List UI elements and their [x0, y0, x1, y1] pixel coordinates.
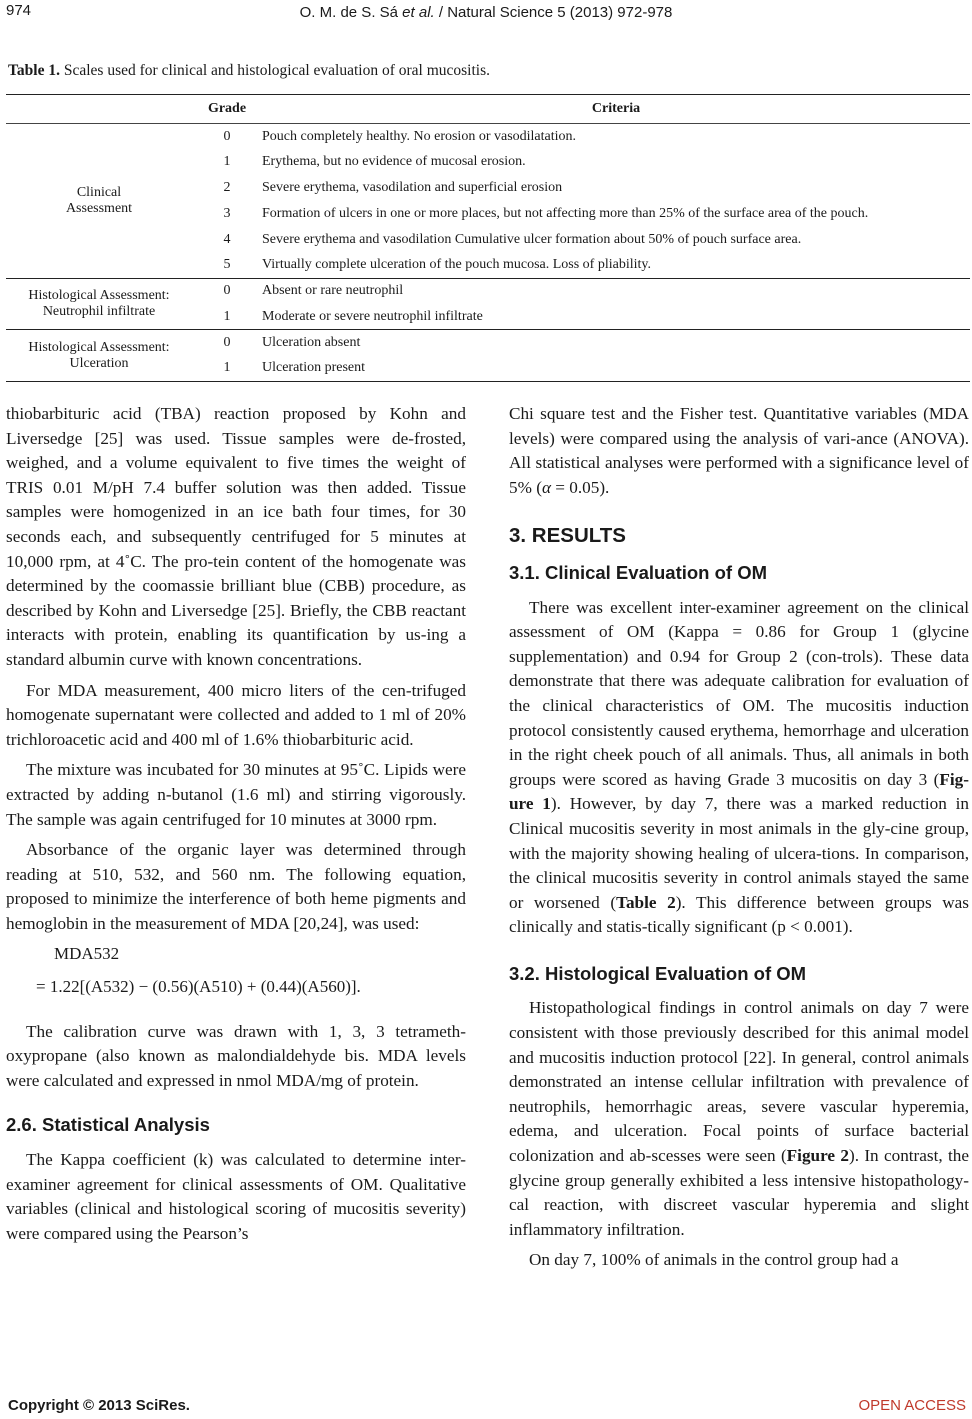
left-column	[6, 402, 466, 1246]
paragraph: The calibration curve was drawn with 1, 3, 3 tetrameth-oxypropane (also known as malondialdehyde bis. MDA levels were calculated and expressed in nmol MDA/mg of protein.	[6, 1021, 466, 1090]
paragraph: Histopathological findings in control animals on day 7 were consistent with those previously described for this animal model and mucositis induction protocol [22]. In general, control animals demonstrated an intense cellular infiltration with prevalence of neutrophils, hemorrhagic areas, severe vascular hyperemia, edema, and ulceration. Focal points of surface bacterial colonization and ab-scesses were seen (Figure 2). In contrast, the glycine group generally exhibited a less intensive histopathology-cal reaction, with discreet vascular hyperemia and slight inflammatory infiltration.	[509, 998, 969, 1239]
grade-cell: 0	[223, 335, 231, 351]
group-label-clinical: Clinical Assessment	[6, 124, 192, 279]
page-number: 974	[6, 2, 32, 19]
paragraph: On day 7, 100% of animals in the control group had a	[529, 1250, 899, 1270]
criteria-cell: Severe erythema, vasodilation and superficial erosion	[262, 179, 563, 195]
grade-cell: 1	[192, 304, 262, 330]
table-caption-label: Table 1.	[8, 62, 60, 79]
paragraph: The mixture was incubated for 30 minutes at 95˚C. Lipids were extracted by adding n-butanol (1.6 ml) and stirring vigorously. The sample was again centrifuged for 10 minutes at 3000 rpm.	[6, 760, 466, 829]
criteria-cell: Absent or rare neutrophil	[262, 283, 404, 299]
section-heading-histological: 3.2. Histological Evaluation of OM	[509, 962, 807, 984]
table-caption	[8, 62, 490, 80]
section-heading-results: 3. RESULTS	[509, 524, 626, 548]
table-2-link[interactable]: Table 2	[616, 892, 676, 912]
section-heading-clinical: 3.1. Clinical Evaluation of OM	[509, 561, 768, 583]
paragraph: thiobarbituric acid (TBA) reaction proposed by Kohn and Liversedge [25] was used. Tissue samples were de-frosted, weighed, and a volume equivalent to five times the weight of TRIS 0.01 M/pH 7.4 buffer solution was then added. Tissue samples were homogenized in an ice bath four times, for 30 seconds each, and subsequently centrifuged for 5 minutes at 10,000 rpm, at 4˚C. The pro-tein content of the homogenate was determined by the coomassie brilliant blue (CBB) procedure, as described by Kohn and Liversedge [25]. Briefly, the CBB reactant interacts with protein, enabling its quantification by us-ing a standard albumin curve with known concentrations.	[6, 404, 466, 669]
group-label-neutrophil: Histological Assessment: Neutrophil infiltrate	[6, 278, 192, 330]
grade-cell: 0	[192, 124, 262, 150]
header-criteria: Criteria	[262, 95, 970, 124]
criteria-cell: Ulceration present	[262, 356, 970, 382]
header-grade: Grade	[192, 95, 262, 124]
paragraph: Chi square test and the Fisher test. Quantitative variables (MDA levels) were compared using the analysis of vari-ance (ANOVA). All statistical analyses were performed with a significance level of 5% (α = 0.05).	[509, 404, 969, 497]
paragraph: There was excellent inter-examiner agreement on the clinical assessment of OM (Kappa = 0.86 for Group 1 (glycine supplementation) and 0.94 for Group 2 (con-trols). These data demonstrate that there was adequate calibration for evaluation of the clinical characteristics of OM. The mucositis induction protocol consistently caused erythema, hemorrhage and ulceration in the right cheek pouch of all animals. Thus, all animals in both groups were scored as having Grade 3 mucositis on day 3 (Fig-ure 1). However, by day 7, there was a marked reduction in Clinical mucositis severity in most animals in the gly-cine group, with the majority showing healing of ulcera-tions. In comparison, the clinical mucositis severity in control animals stayed the same or worsened (Table 2). This difference between groups was clinically and statis-tically significant (p < 0.001).	[509, 597, 969, 937]
running-head-etal: et al.	[402, 4, 435, 21]
section-heading-statistics: 2.6. Statistical Analysis	[6, 1114, 210, 1136]
group-label-ulceration: Histological Assessment: Ulceration	[6, 330, 192, 382]
grade-cell: 4	[223, 231, 231, 247]
grade-cell: 3	[223, 205, 231, 221]
criteria-cell: Ulceration absent	[262, 335, 361, 351]
criteria-cell: Severe erythema and vasodilation Cumulative ulcer formation about 50% of pouch surface area.	[262, 231, 802, 247]
criteria-cell: Virtually complete ulceration of the pouch mucosa. Loss of pliability.	[262, 252, 970, 278]
running-head-authors: O. M. de S. Sá	[299, 4, 403, 21]
grade-cell: 2	[223, 179, 231, 195]
table-header-row	[6, 95, 970, 124]
running-head-journal: / Natural Science 5 (2013) 972-978	[434, 4, 673, 21]
criteria-cell: Formation of ulcers in one or more places, but not affecting more than 25% of the surface area of the pouch.	[262, 205, 869, 221]
figure-1-link[interactable]: Fig-ure 1	[509, 769, 969, 814]
footer-copyright: Copyright © 2013 SciRes.	[8, 1397, 190, 1414]
criteria-cell: Moderate or severe neutrophil infiltrate	[262, 304, 970, 330]
criteria-cell: Erythema, but no evidence of mucosal erosion.	[262, 154, 526, 170]
grade-cell: 0	[223, 283, 231, 299]
footer-open-access[interactable]: OPEN ACCESS	[858, 1397, 966, 1414]
equation: = 1.22[(A532) − (0.56)(A510) + (0.44)(A560)].	[36, 977, 361, 997]
paragraph: Absorbance of the organic layer was determined through reading at 510, 532, and 560 nm. The following equation, proposed to minimize the interference of both heme pigments and hemoglobin in the measurement of MDA [20,24], was used:	[6, 840, 466, 933]
paragraph: For MDA measurement, 400 micro liters of the cen-trifuged homogenate supernatant were collected and added to 1 ml of 20% trichloroacetic acid and 400 ml of 1.6% thiobarbituric acid.	[6, 680, 466, 749]
paragraph: The Kappa coefficient (k) was calculated to determine inter-examiner agreement for clinical assessments of OM. Qualitative variables (clinical and histological scoring of mucositis severity) were compared using the Pearson’s	[6, 1150, 466, 1243]
scales-table	[6, 94, 970, 382]
criteria-cell: Pouch completely healthy. No erosion or vasodilatation.	[262, 124, 970, 150]
figure-2-link[interactable]: Figure 2	[786, 1146, 849, 1166]
right-column	[509, 402, 969, 1273]
grade-cell: 1	[192, 356, 262, 382]
grade-cell: 5	[192, 252, 262, 278]
grade-cell: 1	[223, 154, 231, 170]
table-caption-text: Scales used for clinical and histological evaluation of oral mucositis.	[59, 62, 490, 79]
equation-label: MDA532	[54, 944, 120, 964]
running-header	[0, 4, 972, 21]
